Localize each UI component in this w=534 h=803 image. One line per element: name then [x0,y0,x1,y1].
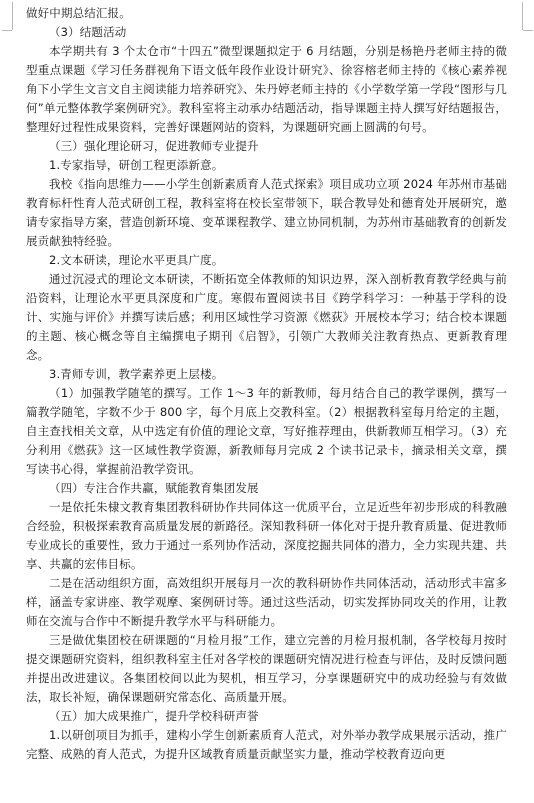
paragraph-young-teacher-training: （1）加强教学随笔的撰写。工作 1～3 年的新教师，每月结合自己的教学课例，撰写一篇教学随笔，字数不少于 800 字，每个月底上交教科室。（2）根据教科室每月给定的主题，自主查找相关文章，从中选定有价值的理论文章，写好推荐理由，供新教师互相学习。（3）充分利用《燃荻》这一区域性教学资源，新教师每月完成 2 个读书记录卡，摘录相关文章，撰写读书心得，掌握前沿教学资讯。 [26,386,507,476]
paragraph-expert-guidance: 我校《指向思维力——小学生创新素质育人范式探索》项目成功立项 2024 年苏州市基础教育标杆性育人范式研创工程，教科室将在校长室带领下，联合教导处和德育处开展研究，邀请专家指导方案，营造创新环境、变革课程教学、建立协同机制，为苏州市基础教育的创新发展贡献独特经验。 [26,177,507,248]
paragraph-text-reading: 通过沉浸式的理论文本研读，不断拓宽全体教师的知识边界，深入剖析教育教学经典与前沿资料，让理论水平更具深度和广度。寒假布置阅读书目《跨学科学习：一种基于学科的设计、实施与评价》并撰写读后感；利用区域性学习资源《燃荻》开展校本学习；结合校本课题的主题、核心概念等自主编撰电子期刊《启智》，引领广大教师关注教育热点、更新教育理念。 [26,272,507,362]
page-corner-mark-right [523,30,533,31]
heading-section-three: （三）强化理论研习，促进教师专业提升 [49,139,259,153]
paragraph-collaboration-two: 二是在活动组织方面，高效组织开展每月一次的教科研协作共同体活动，活动形式丰富多样，涵盖专家讲座、教学观摩、案例研讨等。通过这些活动，切实发挥协同攻关的作用，让教师在交流与合作中不断提升教学水平与科研能力。 [26,576,507,628]
paragraph-promotion-one: 1.以研创项目为抓手，建构小学生创新素质育人范式，对外举办教学成果展示活动，推广完整、成熟的育人范式，为提升区域教育质量贡献坚实力量，推动学校教育迈向更 [26,728,507,761]
page-corner-mark-left [2,30,12,31]
paragraph-collaboration-three: 三是做优集团校在研课题的“月检月报”工作，建立完善的月检月报机制，各学校每月按时提交课题研究资料，组织教科室主任对各学校的课题研究情况进行检查与评估，及时反馈问题并提出改进建议。各集团校间以此为契机，相互学习，分享课题研究中的成功经验与有效做法，取长补短，确保课题研究常态化、高质量开展。 [26,633,507,704]
heading-section-five: （五）加大成果推广，提升学校科研声誉 [49,709,259,723]
heading-expert-guidance: 1.专家指导，研创工程更添新意。 [49,158,224,172]
heading-section-four: （四）专注合作共赢，赋能教育集团发展 [49,481,259,495]
heading-text-reading: 2.文本研读，理论水平更具广度。 [49,253,224,267]
heading-young-teacher-training: 3.青师专训，教学素养更上层楼。 [49,367,224,381]
paragraph-conclusion-activity: 本学期共有 3 个太仓市“十四五”微型课题拟定于 6 月结题，分别是杨艳丹老师主持的微型重点课题《学习任务群视角下语文低年段作业设计研究》、徐容榕老师主持的《核心素养视角下小学生文言文自主阅读能力培养研究》、朱丹婷老师主持的《小学数学第一学段“图形与几何”单元整体教学案例研究》。教科室将主动承办结题活动，指导课题主持人撰写好结题报告，整理好过程性成果资料，完善好课题网站的资料，为课题研究画上圆满的句号。 [26,44,507,134]
heading-conclusion-activity: （3）结题活动 [49,25,127,39]
paragraph-intro-tail: 做好中期总结汇报。 [26,6,131,20]
paragraph-collaboration-one: 一是依托朱棣文教育集团教科研协作共同体这一优质平台，立足近些年初步形成的科教融合经验，积极探索教育高质量发展的新路径。深知教科研一体化对于提升教育质量、促进教师专业成长的重要性，致力于通过一系列协作活动，深度挖掘共同体的潜力，全力实现共建、共享、共赢的宏伟目标。 [26,500,507,571]
